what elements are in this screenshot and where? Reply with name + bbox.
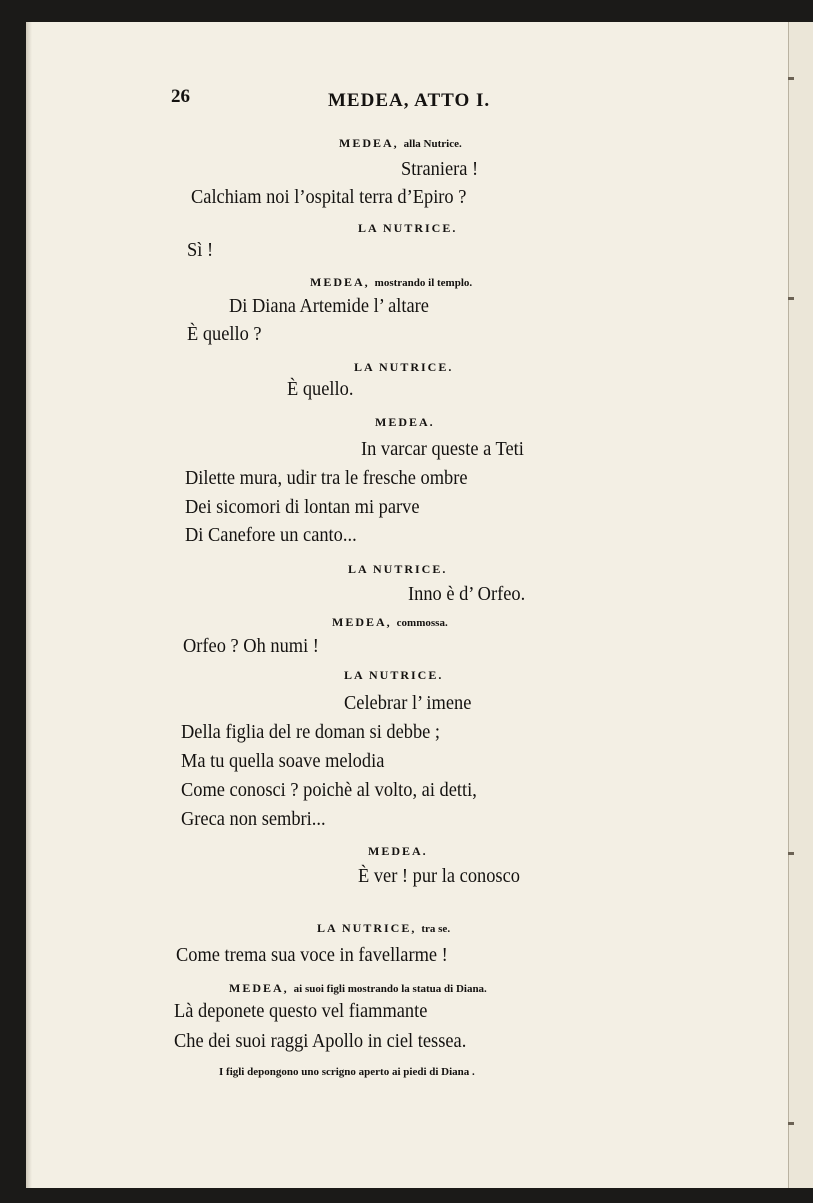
verse-line: Calchiam noi l’ospital terra d’Epiro ?	[191, 186, 467, 208]
verse-line: Della figlia del re doman si debbe ;	[181, 721, 441, 743]
page-gutter-shadow	[26, 22, 32, 1188]
verse-line: In varcar queste a Teti	[361, 438, 524, 460]
edge-mark	[788, 1122, 794, 1125]
speaker-label: LA NUTRICE, tra se.	[317, 921, 451, 935]
verse-line: Là deponete questo vel fiammante	[174, 1000, 428, 1022]
speaker-label: MEDEA.	[368, 844, 428, 858]
speaker-label: LA NUTRICE.	[354, 360, 454, 374]
verse-line: Celebrar l’ imene	[344, 692, 472, 714]
running-title: MEDEA, ATTO I.	[328, 90, 491, 111]
verse-line: Come conosci ? poichè al volto, ai detti,	[181, 779, 477, 801]
speaker-label: LA NUTRICE.	[358, 221, 458, 235]
edge-mark	[788, 852, 794, 855]
stage-direction: I figli depongono uno scrigno aperto ai piedi di Diana .	[219, 1066, 475, 1078]
verse-line: Come trema sua voce in favellarme !	[176, 944, 448, 966]
verse-line: È quello.	[287, 378, 354, 400]
verse-line: Di Diana Artemide l’ altare	[229, 295, 429, 317]
speaker-label: MEDEA, commossa.	[332, 615, 448, 629]
speaker-label: MEDEA, ai suoi figli mostrando la statua di Diana.	[229, 981, 487, 995]
speaker-label: LA NUTRICE.	[348, 562, 448, 576]
verse-line: Dei sicomori di lontan mi parve	[185, 496, 420, 518]
page-number: 26	[171, 86, 190, 107]
speaker-label: MEDEA, alla Nutrice.	[339, 136, 462, 150]
book-page	[26, 22, 788, 1188]
verse-line: È ver ! pur la conosco	[358, 865, 520, 887]
speaker-label: MEDEA, mostrando il templo.	[310, 275, 473, 289]
edge-mark	[788, 77, 794, 80]
verse-line: Inno è d’ Orfeo.	[408, 583, 526, 605]
adjacent-page-edge	[788, 22, 813, 1188]
verse-line: È quello ?	[187, 323, 262, 345]
verse-line: Sì !	[187, 239, 214, 261]
verse-line: Che dei suoi raggi Apollo in ciel tessea.	[174, 1030, 467, 1052]
verse-line: Greca non sembri...	[181, 808, 326, 830]
speaker-label: MEDEA.	[375, 415, 435, 429]
verse-line: Ma tu quella soave melodia	[181, 750, 385, 772]
verse-line: Straniera !	[401, 158, 479, 180]
edge-mark	[788, 297, 794, 300]
verse-line: Di Canefore un canto...	[185, 524, 357, 546]
verse-line: Orfeo ? Oh numi !	[183, 635, 319, 657]
speaker-label: LA NUTRICE.	[344, 668, 444, 682]
verse-line: Dilette mura, udir tra le fresche ombre	[185, 467, 468, 489]
